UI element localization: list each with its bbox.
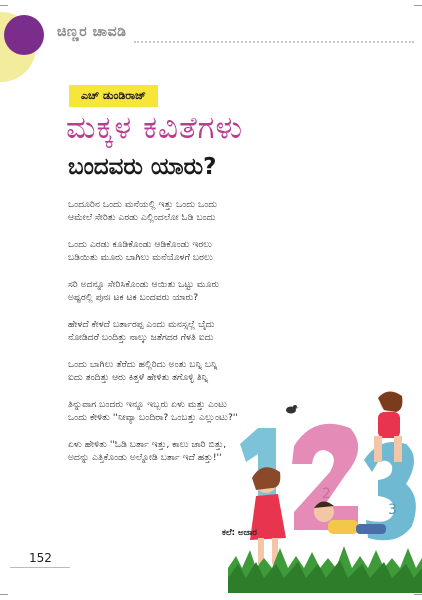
number-three-label: 3 <box>388 502 397 518</box>
bird-icon <box>286 405 299 414</box>
poem-line: ಒಂದು ಎರಡು ಕೂಡಿಕೊಂಡು ಆಡಿಕೊಂಡು ಇರಲು <box>68 239 213 250</box>
poem-line: ನೋಡಿದರೆ ಬಂದಿತ್ತು ನಾಲ್ಕು ಜತೆಗದರ ಗೆಳತಿ ಐದು <box>68 332 214 343</box>
poem-line: ಅದನ್ನು ಎತ್ತಿಕೊಂಡು ಅಲ್ನೋಡಿ ಬರ್ತಾ ಇದೆ ಹತ್ತು!'' <box>68 452 222 463</box>
poem-line: ಒಂದು ಕೇಳಿತು ''ನೀವ್ಯಾ ಬಂದಿರಾ? ಒಂಬತ್ತು ಎಲ್ಲುಂಟು?'' <box>68 412 238 423</box>
poem-line: ಅಷ್ಟರಲ್ಲಿ ಪುನಃ ಟಕ ಟಕ ಬಂದವರು ಯಾರು? <box>68 292 199 303</box>
author-tag: ಎಚ್‌ ಡುಂಡಿರಾಜ್‌ <box>69 85 158 107</box>
poem-stanza <box>68 358 318 384</box>
poem-title: ಬಂದವರು ಯಾರು? <box>68 154 217 180</box>
crop-mark <box>0 594 8 595</box>
poem-line: ಆಮೇಲೆ ಸೇರಿತು ಎರಡು ಎಲ್ಲಿಂದಲೋ ಓಡಿ ಬಂದು <box>68 212 216 223</box>
poem-line: ಹೇಳದೆ ಕೇಳದೆ ಬರ್ತಾರಪ್ಪ ಎಂದು ಮನಸ್ಸಲ್ಲೆ ಬೈದು <box>68 319 215 330</box>
page-number-rule <box>10 567 70 568</box>
poem-line: ತಿನ್ನುವಾಗ ಬಂದರು ಇನ್ನೂ ಇಬ್ಬರು ಏಳು ಮತ್ತು ಎಂಟು <box>68 399 228 410</box>
poem-stanza <box>68 238 318 264</box>
poem-line: ಏಳು ಹೇಳಿತು ''ಓಡಿ ಬರ್ತಾ ಇತ್ತು, ಕಾಲು ಜಾರಿ ಬಿತ್ತು, <box>68 439 227 450</box>
section-title: ಚಿಣ್ಣರ ಚಾವಡಿ <box>57 24 127 40</box>
poem-stanza <box>68 198 318 224</box>
poem-stanza <box>68 278 318 304</box>
poem-line: ಒಂದು ಬಾಗಿಲು ತೆರೆದು ಹಲ್ಲಿರಿದು ಅಂತು ಬನ್ನಿ ಬನ್ನಿ <box>68 359 218 370</box>
poem-line: ಒಂದೂರಿನ ಒಂದು ಮನೆಯಲ್ಲಿ ಇತ್ತು ಒಂದು ಒಂದು <box>68 199 218 210</box>
illustration-children-numbers <box>228 388 422 593</box>
poem-line: ಸರಿ ಅದನ್ನೂ ಸೇರಿಸಿಕೊಂಡು ಆಯಿತು ಒಟ್ಟು ಮೂರು <box>68 279 220 290</box>
illustration-credit: ಕಲೆ: ಅಜಾರ <box>222 528 257 538</box>
decorative-circle-purple <box>4 15 44 55</box>
number-two-label: 2 <box>322 486 331 502</box>
crop-mark <box>0 5 8 6</box>
crop-mark <box>414 594 422 595</box>
page-number: 152 <box>29 551 52 565</box>
header-dotted-rule <box>134 41 414 43</box>
poem-line: ಬಡಿಯಿತು ಮೂರು ಬಾಗಿಲು ಮನೆಯೊಳಗೆ ಬರಲು <box>68 252 213 263</box>
series-title: ಮಕ್ಕಳ ಕವಿತೆಗಳು <box>66 110 244 146</box>
poem-stanza <box>68 318 318 344</box>
girl-standing-figure <box>250 467 286 564</box>
crop-mark <box>414 5 422 6</box>
poem-line: ಐದು ತಂದಿತ್ತು ಆರು ಕಿತ್ತಳೆ ಹೇಳಿತು ತಗೊಳ್ಳಿ ತಿನ್ನಿ <box>68 372 208 383</box>
